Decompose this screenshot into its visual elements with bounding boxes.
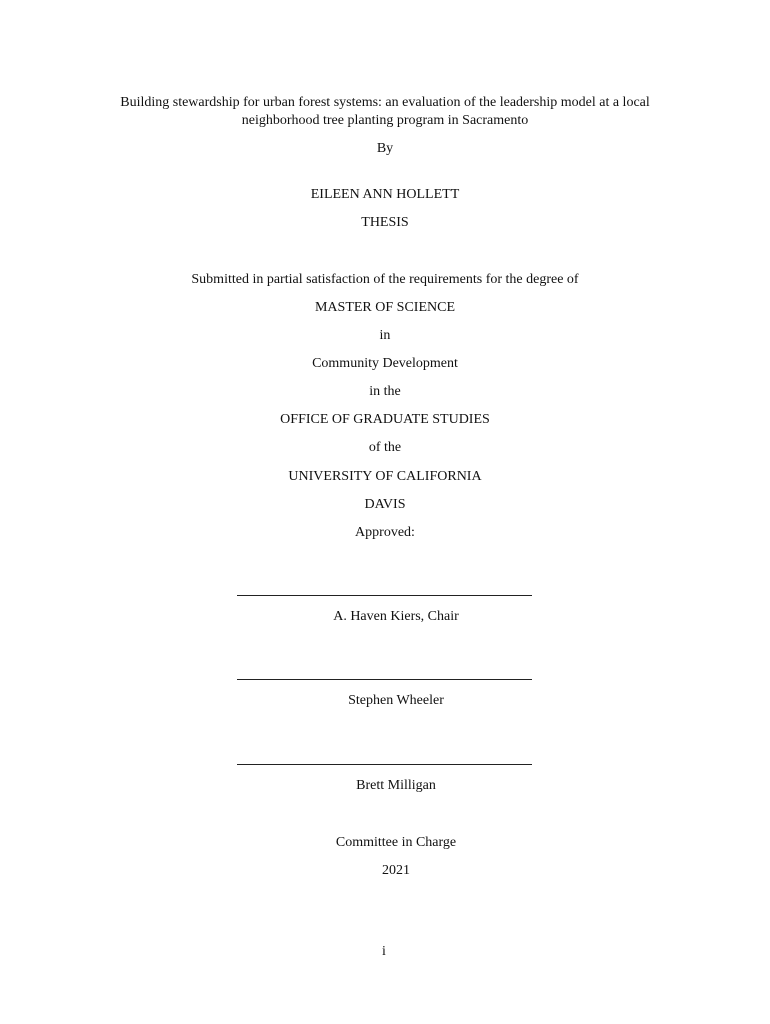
field-of-study: Community Development (312, 356, 458, 371)
year: 2021 (382, 863, 410, 878)
degree-name: MASTER OF SCIENCE (314, 300, 456, 315)
office-name: OFFICE OF GRADUATE STUDIES (280, 412, 490, 427)
thesis-title-line-1: Building stewardship for urban forest systems: an evaluation of the leadership model at a local (120, 95, 650, 110)
in-label: in (379, 328, 391, 343)
approved-label: Approved: (355, 525, 415, 540)
by-label: By (376, 141, 394, 156)
university-name: UNIVERSITY OF CALIFORNIA (288, 469, 482, 484)
in-the-label: in the (369, 384, 401, 399)
document-type: THESIS (361, 215, 409, 230)
campus-name: DAVIS (364, 497, 406, 512)
page-number: i (382, 944, 386, 959)
of-the-label: of the (368, 440, 402, 455)
committee-in-charge-label: Committee in Charge (335, 835, 457, 850)
signature-line-1 (237, 595, 532, 596)
signature-line-3 (237, 764, 532, 765)
committee-member-3: Brett Milligan (356, 778, 436, 793)
committee-member-1: A. Haven Kiers, Chair (333, 609, 459, 624)
author-name: EILEEN ANN HOLLETT (310, 187, 460, 202)
signature-line-2 (237, 679, 532, 680)
thesis-title (60, 94, 710, 130)
committee-member-2: Stephen Wheeler (348, 693, 444, 708)
thesis-title-line-2: neighborhood tree planting program in Sacramento (241, 113, 529, 128)
submission-statement: Submitted in partial satisfaction of the requirements for the degree of (191, 272, 579, 287)
